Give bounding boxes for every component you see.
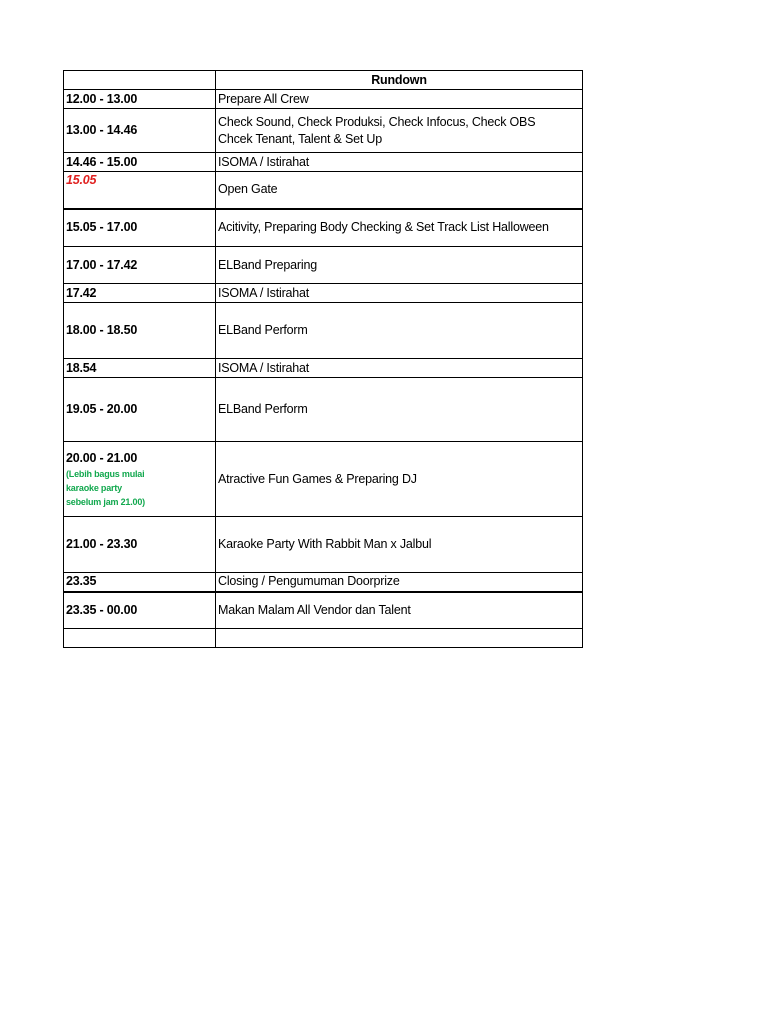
table-row xyxy=(64,90,583,109)
activity-cell: ELBand Perform xyxy=(216,303,583,359)
time-cell: 18.54 xyxy=(64,359,216,378)
activity-cell: ELBand Perform xyxy=(216,378,583,442)
time-text: 20.00 - 21.00 xyxy=(66,450,138,465)
table-row xyxy=(64,284,583,303)
activity-cell: Makan Malam All Vendor dan Talent xyxy=(216,592,583,629)
activity-line: Chcek Tenant, Talent & Set Up xyxy=(218,131,382,146)
table-row xyxy=(64,209,583,247)
header-cell-time xyxy=(64,71,216,90)
note-line: karaoke party xyxy=(66,482,122,493)
time-cell-highlighted: 15.05 xyxy=(64,172,216,209)
time-cell: 13.00 - 14.46 xyxy=(64,109,216,153)
time-cell: 18.00 - 18.50 xyxy=(64,303,216,359)
activity-cell: ISOMA / Istirahat xyxy=(216,153,583,172)
table-row xyxy=(64,378,583,442)
time-cell: 12.00 - 13.00 xyxy=(64,90,216,109)
table-row xyxy=(64,247,583,284)
note-line: sebelum jam 21.00) xyxy=(66,496,145,507)
note-line: (Lebih bagus mulai xyxy=(66,468,145,479)
activity-cell: ISOMA / Istirahat xyxy=(216,284,583,303)
activity-cell: ISOMA / Istirahat xyxy=(216,359,583,378)
rundown-table xyxy=(63,70,583,648)
table-row xyxy=(64,359,583,378)
table-row xyxy=(64,109,583,153)
time-cell: 23.35 xyxy=(64,573,216,592)
table-row xyxy=(64,442,583,517)
empty-cell xyxy=(216,629,583,648)
table-row xyxy=(64,172,583,209)
activity-line: Check Sound, Check Produksi, Check Infocus, Check OBS xyxy=(218,114,536,129)
table-header-row xyxy=(64,71,583,90)
time-cell: 19.05 - 20.00 xyxy=(64,378,216,442)
header-cell-rundown: Rundown xyxy=(216,71,583,90)
activity-cell: Closing / Pengumuman Doorprize xyxy=(216,573,583,592)
activity-cell xyxy=(216,109,583,153)
activity-cell: ELBand Preparing xyxy=(216,247,583,284)
empty-cell xyxy=(64,629,216,648)
time-cell: 15.05 - 17.00 xyxy=(64,209,216,247)
table-row xyxy=(64,573,583,592)
activity-cell: Prepare All Crew xyxy=(216,90,583,109)
time-cell: 23.35 - 00.00 xyxy=(64,592,216,629)
activity-cell: Karaoke Party With Rabbit Man x Jalbul xyxy=(216,517,583,573)
activity-cell: Acitivity, Preparing Body Checking & Set Track List Halloween xyxy=(216,209,583,247)
activity-cell: Atractive Fun Games & Preparing DJ xyxy=(216,442,583,517)
time-cell xyxy=(64,442,216,517)
table-row xyxy=(64,517,583,573)
table-row-empty xyxy=(64,629,583,648)
table-row xyxy=(64,592,583,629)
table-row xyxy=(64,153,583,172)
time-cell: 14.46 - 15.00 xyxy=(64,153,216,172)
time-cell: 17.00 - 17.42 xyxy=(64,247,216,284)
activity-cell: Open Gate xyxy=(216,172,583,209)
time-cell: 17.42 xyxy=(64,284,216,303)
table-row xyxy=(64,303,583,359)
time-cell: 21.00 - 23.30 xyxy=(64,517,216,573)
